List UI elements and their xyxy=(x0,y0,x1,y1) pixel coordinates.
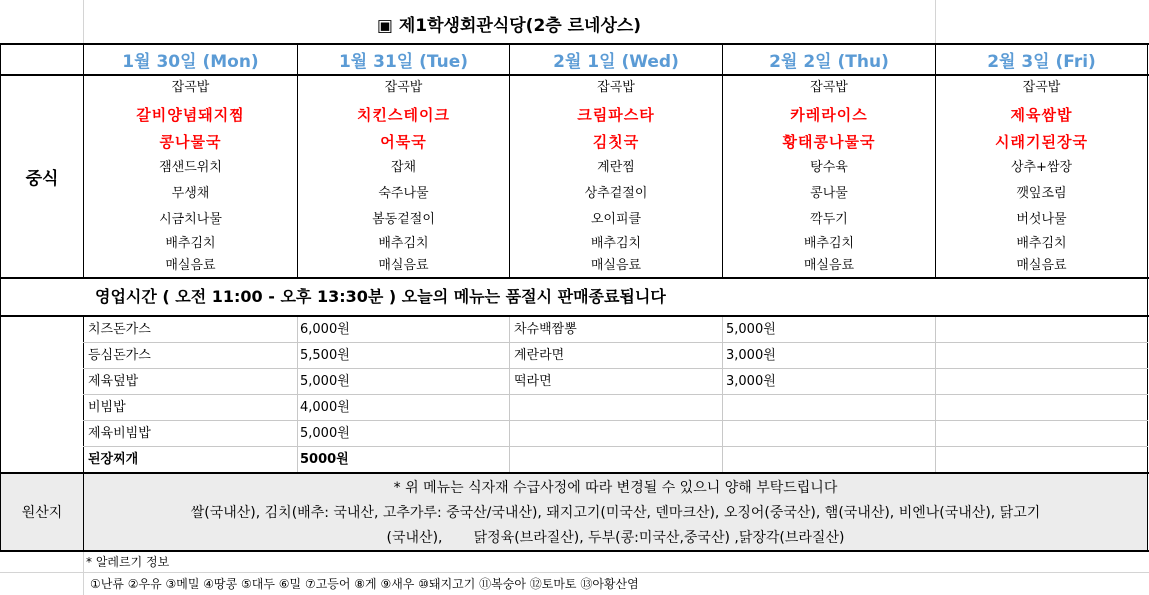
fixed-menu-name: 된장찌개 xyxy=(88,452,139,467)
fixed-menu-price: 4,000원 xyxy=(300,400,350,415)
fixed-menu-name: 차슈백짬뽕 xyxy=(514,322,577,337)
menu-item: 상추겉절이 xyxy=(584,186,648,201)
menu-item: 배추김치 xyxy=(165,236,216,251)
day-menu-thu xyxy=(723,76,935,277)
date-header-fri: 2월 3일 (Fri) xyxy=(987,52,1096,72)
lunch-label: 중식 xyxy=(25,169,59,189)
soup: 김칫국 xyxy=(592,133,640,151)
fixed-menu-price: 5,000원 xyxy=(726,322,776,337)
day-menu-wed xyxy=(510,76,722,277)
main-dish: 카레라이스 xyxy=(790,106,868,124)
menu-item: 잡곡밥 xyxy=(1022,80,1061,95)
soup: 시래기된장국 xyxy=(995,133,1088,151)
origin-details-line2: (국내산), 닭정육(브라질산), 두부(콩:미국산,중국산) ,닭장각(브라질산) xyxy=(386,530,845,546)
menu-item: 숙주나물 xyxy=(378,186,429,201)
fixed-menu-price: 5,000원 xyxy=(300,426,350,441)
menu-item: 시금치나물 xyxy=(159,212,222,227)
fixed-menu-name: 계란라면 xyxy=(514,348,565,363)
menu-item: 매실음료 xyxy=(590,258,642,273)
menu-item: 계란찜 xyxy=(597,160,635,175)
menu-item: 콩나물 xyxy=(810,186,848,201)
day-menu-tue xyxy=(298,76,509,277)
menu-item: 잡채 xyxy=(390,160,417,175)
menu-item: 무생채 xyxy=(171,186,210,201)
menu-item: 배추김치 xyxy=(803,236,855,251)
date-header-thu: 2월 2일 (Thu) xyxy=(769,52,889,72)
menu-item: 탕수육 xyxy=(810,160,848,175)
fixed-menu-name: 치즈돈가스 xyxy=(88,322,151,337)
menu-item: 배추김치 xyxy=(1016,236,1067,251)
fixed-menu-price: 5,500원 xyxy=(300,348,350,363)
menu-item: 매실음료 xyxy=(378,258,429,273)
menu-item: 잡곡밥 xyxy=(171,80,210,95)
menu-item: 배추김치 xyxy=(590,236,642,251)
menu-item: 버섯나물 xyxy=(1016,212,1067,227)
menu-item: 상추+쌈장 xyxy=(1010,160,1073,175)
fixed-menu-name: 제육덮밥 xyxy=(88,374,139,389)
fixed-menu-name: 비빔밥 xyxy=(88,400,126,415)
main-dish: 제육쌈밥 xyxy=(1010,106,1073,124)
origin-notice: * 위 메뉴는 식자재 수급사정에 따라 변경될 수 있으니 양해 부탁드립니다 xyxy=(393,480,838,496)
fixed-menu-price: 5000원 xyxy=(300,452,349,467)
menu-item: 매실음료 xyxy=(1016,258,1067,273)
business-hours: 영업시간 ( 오전 11:00 - 오후 13:30분 ) 오늘의 메뉴는 품절시 판매종료됩니다 xyxy=(95,287,666,306)
day-menu-mon xyxy=(84,76,297,277)
date-header-wed: 2월 1일 (Wed) xyxy=(553,52,679,72)
allergy-title: * 알레르기 정보 xyxy=(86,555,170,569)
menu-item: 잡곡밥 xyxy=(597,80,635,95)
fixed-menu-name: 등심돈가스 xyxy=(88,348,151,363)
fixed-menu-price: 5,000원 xyxy=(300,374,350,389)
main-dish: 갈비양념돼지찜 xyxy=(136,106,245,124)
day-menu-fri xyxy=(936,76,1147,277)
origin-details-line1: 쌀(국내산), 김치(배추: 국내산, 고추가루: 중국산/국내산), 돼지고기(미국산, 덴마크산), 오징어(중국산), 햄(국내산), 비엔나(국내산), 닭고기 xyxy=(190,505,1041,521)
fixed-menu-name: 떡라면 xyxy=(514,374,552,389)
fixed-menu-price: 6,000원 xyxy=(300,322,350,337)
menu-item: 매실음료 xyxy=(165,258,216,273)
main-dish: 크림파스타 xyxy=(577,106,655,124)
main-dish: 치킨스테이크 xyxy=(357,106,450,124)
menu-item: 깻잎조림 xyxy=(1016,186,1067,201)
date-header-mon: 1월 30일 (Mon) xyxy=(122,52,259,72)
fixed-menu-name: 제육비빔밥 xyxy=(88,426,151,441)
menu-item: 잼샌드위치 xyxy=(159,160,222,175)
menu-item: 봄동겉절이 xyxy=(372,212,435,227)
menu-item: 오이피클 xyxy=(590,212,642,227)
allergy-list: ①난류 ②우유 ③메밀 ④땅콩 ⑤대두 ⑥밀 ⑦고등어 ⑧게 ⑨새우 ⑩돼지고기 ⑪복숭아 ⑫토마토 ⑬아황산염 xyxy=(90,577,639,591)
soup: 어묵국 xyxy=(380,133,427,151)
fixed-menu-price: 3,000원 xyxy=(726,374,776,389)
date-header-tue: 1월 31일 (Tue) xyxy=(338,52,469,72)
origin-label: 원산지 xyxy=(21,505,63,521)
menu-item: 배추김치 xyxy=(378,236,429,251)
menu-item: 잡곡밥 xyxy=(810,80,848,95)
soup: 황태콩나물국 xyxy=(782,133,876,151)
page-title: ▣ 제1학생회관식당(2층 르네상스) xyxy=(376,15,642,36)
fixed-menu-price: 3,000원 xyxy=(726,348,776,363)
menu-item: 매실음료 xyxy=(803,258,855,273)
menu-item: 깍두기 xyxy=(810,212,848,227)
soup: 콩나물국 xyxy=(159,133,222,151)
menu-item: 잡곡밥 xyxy=(384,80,423,95)
